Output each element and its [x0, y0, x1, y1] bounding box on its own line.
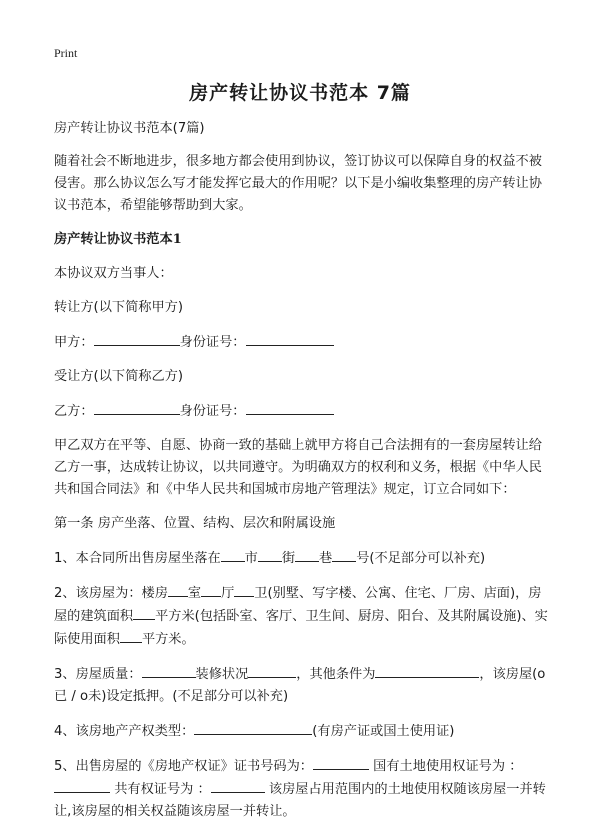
- item-2-text: 厅: [221, 586, 235, 601]
- item-3-text: 装修状况: [195, 667, 249, 682]
- party-a-name-blank: [94, 331, 180, 346]
- party-a-line: [54, 331, 554, 354]
- blank: [201, 582, 221, 597]
- print-link[interactable]: Print: [54, 46, 78, 60]
- blank: [234, 582, 254, 597]
- party-b-id-label: 身份证号：: [179, 404, 246, 419]
- blank: [54, 778, 110, 793]
- item-3-text: ，其他条件为: [296, 667, 376, 682]
- blank: [375, 663, 479, 678]
- blank: [313, 755, 369, 770]
- item-1-text: 市: [244, 551, 258, 566]
- document-title: 房产转让协议书范本 7篇: [189, 82, 411, 104]
- party-a-name-label: 甲方：: [54, 335, 94, 350]
- item-5-text: 共有权证号为 ：: [114, 782, 211, 797]
- party-b-line: [54, 400, 554, 423]
- item-2-text: 平方米。: [141, 632, 195, 647]
- item-3-text: 3、房屋质量：: [54, 667, 142, 682]
- item-4-text: (有房产证或国土使用证): [312, 724, 455, 739]
- item-5-text: 5、出售房屋的《房地产权证》证书号码为：: [54, 759, 313, 774]
- blank: [258, 547, 282, 562]
- party-a-label: 转让方(以下简称甲方): [54, 300, 183, 315]
- item-1-text: 巷: [319, 551, 333, 566]
- item-3-text: ，该房屋(o已 / o未)设定抵押。(不足部分可以补充): [54, 667, 546, 704]
- item-1-text: 街: [281, 551, 296, 566]
- blank: [211, 778, 265, 793]
- preamble-paragraph: 甲乙双方在平等、自愿、协商一致的基础上就甲方将自己合法拥有的一套房屋转让给乙方一事，达成转让协议，以共同遵守。为明确双方的权利和义务，根据《中华人民共和国合同法》和《中华人民共和国城市房地产管理法》规定，订立合同如下：: [54, 438, 542, 497]
- item-4: [54, 720, 554, 743]
- item-2-text: 2、该房屋为：楼房: [54, 586, 168, 601]
- party-a-id-blank: [246, 331, 334, 346]
- blank: [194, 720, 312, 735]
- blank: [248, 663, 296, 678]
- blank: [332, 547, 356, 562]
- item-1-text: 1、本合同所出售房屋坐落在: [54, 551, 221, 566]
- section-heading: 房产转让协议书范本1: [54, 232, 182, 247]
- item-2: [54, 582, 554, 651]
- party-a-id-label: 身份证号：: [179, 335, 246, 350]
- blank: [295, 547, 319, 562]
- blank: [221, 547, 245, 562]
- item-2-text: 卫(别墅、写字楼、公寓、住宅、厂房、店面)，房屋的建筑面积: [54, 586, 542, 624]
- item-5-text: 国有土地使用权证号为 ：: [373, 759, 523, 774]
- parties-intro: 本协议双方当事人：: [54, 266, 173, 281]
- item-3: [54, 663, 554, 708]
- blank: [133, 605, 155, 620]
- party-b-name-label: 乙方：: [54, 404, 94, 419]
- item-2-text: 平方米(包括卧室、客厅、卫生间、厨房、阳台、及其附属设施)、实际使用面积: [54, 609, 548, 647]
- item-1: [54, 547, 554, 570]
- item-4-text: 4、该房地产产权类型：: [54, 724, 195, 739]
- item-2-text: 室: [187, 586, 202, 601]
- item-5-text: 该房屋占用范围内的土地使用权随该房屋一并转让,该房屋的相关权益随该房屋一并转让。: [54, 782, 546, 819]
- document-subtitle: 房产转让协议书范本(7篇): [54, 121, 205, 136]
- party-b-label: 受让方(以下简称乙方): [54, 369, 183, 384]
- party-b-name-blank: [94, 400, 180, 415]
- item-5: [54, 755, 554, 823]
- article-heading: 第一条 房产坐落、位置、结构、层次和附属设施: [54, 516, 336, 531]
- blank: [142, 663, 196, 678]
- blank: [120, 628, 142, 643]
- intro-paragraph: 随着社会不断地进步，很多地方都会使用到协议，签订协议可以保障自身的权益不被侵害。那么协议怎么写才能发挥它最大的作用呢？以下是小编收集整理的房产转让协议书范本，希望能够帮助到大家。: [54, 154, 542, 213]
- document-body: [54, 118, 554, 835]
- blank: [168, 582, 188, 597]
- party-b-id-blank: [246, 400, 334, 415]
- item-1-text: 号(不足部分可以补充): [356, 551, 486, 566]
